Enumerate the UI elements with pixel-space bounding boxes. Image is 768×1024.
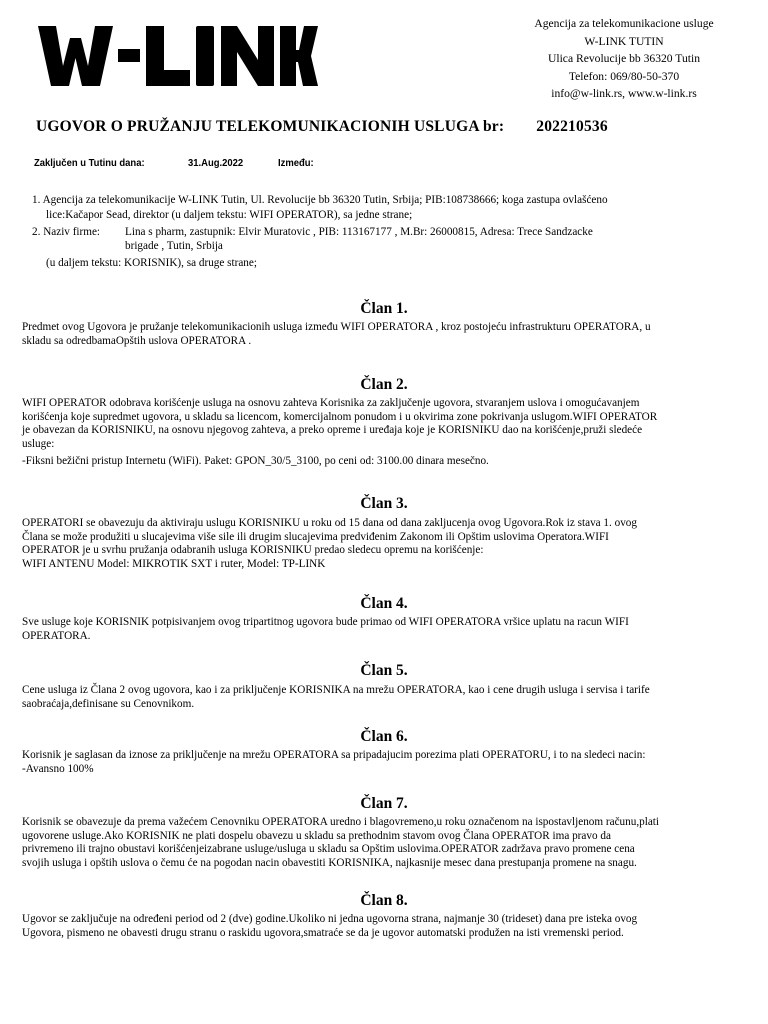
article-2-service: -Fiksni bežični pristup Internetu (WiFi). Paket: GPON_30/5_3100, po ceni od: 3100.00 dinara mesečno. (22, 455, 489, 467)
article-6-line: -Avansno 100% (22, 762, 94, 775)
party-1-line-1: 1. Agencija za telekomunikacije W-LINK Tutin, Ul. Revolucije bb 36320 Tutin, Srbija; PIB:108738666; koga zastupa ovlašćeno (32, 194, 608, 206)
agency-brand: W-LINK TUTIN (584, 34, 664, 48)
company-logo (36, 22, 318, 90)
article-7-line: svojih usluga i opštih uslova o čemu će na pogodan nacin obavestiti KORISNIKA, najkasnije mesec dana prestupanja promene na snagu. (22, 856, 637, 869)
article-5-line: saobraćaja,definisane su Cenovnikom. (22, 697, 195, 710)
article-8-text (22, 913, 754, 940)
article-3-line: WIFI ANTENU Model: MIKROTIK SXT i ruter, Model: TP-LINK (22, 557, 326, 570)
agency-phone: Telefon: 069/80-50-370 (568, 69, 680, 83)
article-7-text (22, 816, 754, 870)
article-5-heading: Član 5. (360, 662, 408, 679)
article-3-line: OPERATORI se obavezuju da aktiviraju uslugu KORISNIKU u roku od 15 dana od dana zakljucenja ovog Ugovora.Rok iz stava 1. ovog (22, 517, 637, 529)
agency-info (504, 15, 744, 103)
article-6-heading: Član 6. (360, 728, 408, 745)
article-5-text (22, 684, 754, 711)
article-3-line: OPERATOR je u svrhu pružanja odabranih usluga KORISNIKU predao sledecu opremu na korišćenje: (22, 544, 484, 557)
agency-contact: info@w-link.rs, www.w-link.rs (551, 87, 697, 101)
article-2-text (22, 397, 754, 451)
article-2-heading: Član 2. (360, 376, 408, 393)
concluded-label: Zaključen u Tutinu dana: (34, 157, 145, 169)
article-2-line: WIFI OPERATOR odobrava korišćenje usluga na osnovu zahteva Korisnika za zaključenje ugovora, stvaranjem uslova i omogućavanjem (22, 397, 640, 409)
article-3-line: Člana se može produžiti u slucajevima više sile ili drugim slucajevima predviđenim Zakonom ili Opštim uslovima Operatora.WIFI (22, 530, 609, 543)
article-8-line: Ugovor se zaključuje na određeni period od 2 (dve) godine.Ukoliko ni jedna ugovorna strana, najmanje 30 (trideset) dana pre isteka ovog (22, 913, 638, 925)
agency-name: Agencija za telekomunikacione usluge (534, 17, 714, 30)
article-1-heading: Član 1. (360, 300, 408, 317)
article-7-line: Korisnik se obavezuje da prema važećem Cenovniku OPERATORA uredno i blagovremeno,u roku označenom na ispostavljenom računu,plati (22, 816, 660, 828)
article-8-line: Ugovora, pismeno ne obavesti drugu stranu o raskidu ugovora,smatraće se da je ugovor automatski produžen na isti vremenski period. (22, 926, 624, 939)
article-6-line: Korisnik je saglasan da iznose za priključenje na mrežu OPERATORA sa pripadajucim porezima plati OPERATORU, i to na sledeci nacin: (22, 749, 646, 761)
concluded-date: 31.Aug.2022 (188, 157, 244, 169)
article-4-line: OPERATORA. (22, 629, 91, 642)
article-1-text (22, 321, 754, 348)
agency-address: Ulica Revolucije bb 36320 Tutin (547, 52, 700, 66)
article-1-line: Predmet ovog Ugovora je pružanje telekomunikacionih usluga između WIFI OPERATORA , kroz postojeću infrastrukturu OPERATORA, u (22, 321, 651, 333)
article-7-line: ugovorene usluge.Ako KORISNIK ne plati dospelu obavezu u skladu sa prethodnim stavom ovog Člana OPERATOR ima pravo da (22, 829, 611, 842)
article-4-heading: Član 4. (360, 595, 408, 612)
party-2-line-1: Lina s pharm, zastupnik: Elvir Muratovic , PIB: 113167177 , M.Br: 26000815, Adresa: Trece Sandzacke (125, 226, 593, 238)
article-4-text (22, 616, 754, 643)
contract-number: 202210536 (536, 118, 608, 135)
party-2-label: 2. Naziv firme: (32, 226, 101, 238)
article-8-heading: Član 8. (360, 892, 408, 909)
contract-title (36, 118, 608, 136)
article-3-text (22, 517, 754, 571)
party-1-line-2: lice:Kačapor Sead, direktor (u daljem tekstu: WIFI OPERATOR), sa jedne strane; (46, 209, 413, 221)
article-2-line: usluge: (22, 437, 55, 450)
article-1-line: skladu sa odredbamaOpštih uslova OPERATORA . (22, 334, 252, 347)
article-4-line: Sve usluge koje KORISNIK potpisivanjem ovog tripartitnog ugovora bude primao od WIFI OPERATORA vršice uplatu na racun WIFI (22, 616, 629, 628)
party-2-line-3: (u daljem tekstu: KORISNIK), sa druge strane; (46, 257, 257, 269)
article-3-heading: Član 3. (360, 495, 408, 512)
article-5-line: Cene usluga iz Člana 2 ovog ugovora, kao i za priključenje KORISNIKA na mrežu OPERATORA, kao i cene drugih usluga i servisa i tarife (22, 684, 650, 696)
between-label: Između: (278, 157, 314, 169)
article-7-line: privremeno ili trajno obustavi korišćenjeizabrane usluge/usluga u skladu sa Opštim uslovima.OPERATOR zadržava pravo promene cena (22, 843, 635, 856)
contract-title-text: UGOVOR O PRUŽANJU TELEKOMUNIKACIONIH USLUGA br: (36, 118, 505, 135)
article-2-line: korišćenja koje supredmet ugovora, u skladu sa licencom, komercijalnom ponudom i u okvirima zone pokrivanja uslugom.WIFI OPERATOR (22, 410, 658, 423)
party-2-line-2: brigade , Tutin, Srbija (125, 240, 223, 252)
article-7-heading: Član 7. (360, 795, 408, 812)
article-2-line: je obavezan da KORISNIKU, na osnovu njegovog zahteva, a preko opreme i uređaja koje je KORISNIKU dao na korišćenje,pruži sledeće (22, 424, 643, 437)
article-6-text (22, 749, 754, 776)
